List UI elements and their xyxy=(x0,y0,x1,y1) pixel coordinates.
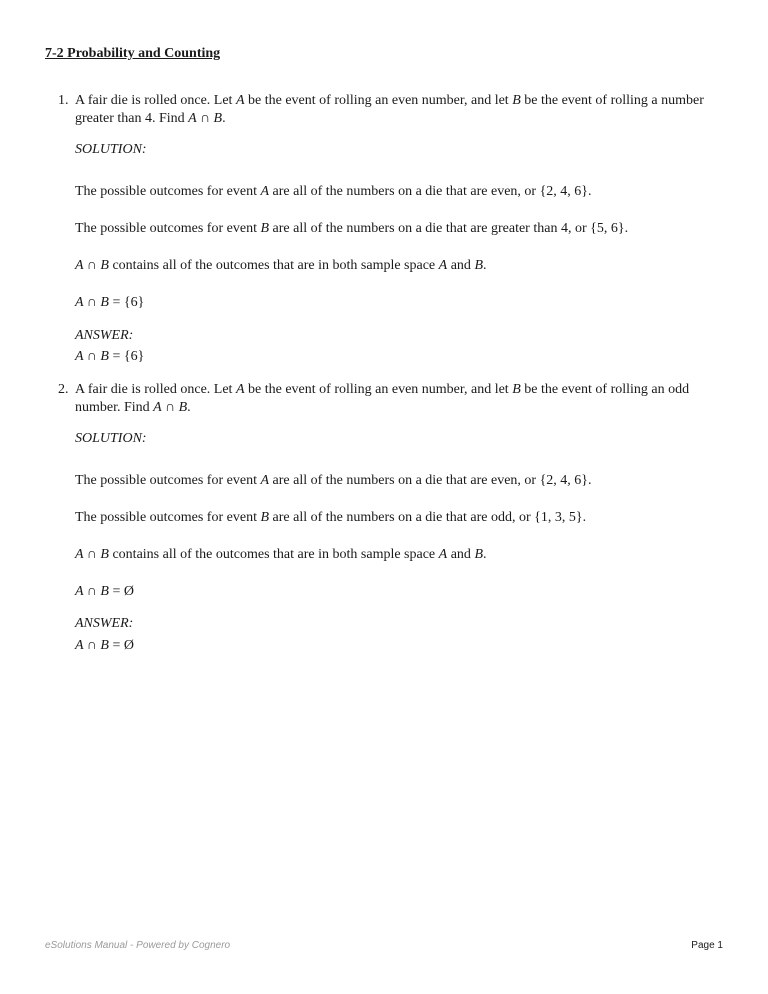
problem-2-result: A ∩ B = Ø xyxy=(75,584,134,599)
problem-1-answer: A ∩ B = {6} xyxy=(75,349,145,364)
problem-2-answer-label: ANSWER: xyxy=(75,616,134,631)
problem-2-number: 2. xyxy=(58,382,69,397)
problem-1-question-line-1: A fair die is rolled once. Let A be the event of rolling an even number, and let B be the event of rolling a number xyxy=(75,93,704,108)
problem-1-answer-label: ANSWER: xyxy=(75,328,134,343)
problem-2-step-2: The possible outcomes for event B are all of the numbers on a die that are odd, or {1, 3, 5}. xyxy=(75,510,587,525)
problem-1-question-line-2: greater than 4. Find A ∩ B. xyxy=(75,111,226,126)
footer-branding: eSolutions Manual - Powered by Cognero xyxy=(45,940,231,951)
page-number: Page 1 xyxy=(691,940,723,951)
problem-2-question-line-2: number. Find A ∩ B. xyxy=(75,400,191,415)
problem-1-step-1: The possible outcomes for event A are all of the numbers on a die that are even, or {2, 4, 6}. xyxy=(75,184,592,199)
problem-2-step-3: A ∩ B contains all of the outcomes that are in both sample space A and B. xyxy=(75,547,487,562)
problem-2-answer: A ∩ B = Ø xyxy=(75,638,134,653)
problem-1-number: 1. xyxy=(58,93,69,108)
problem-2-question-line-1: A fair die is rolled once. Let A be the event of rolling an even number, and let B be the event of rolling an odd xyxy=(75,382,690,397)
problem-2-step-1: The possible outcomes for event A are all of the numbers on a die that are even, or {2, 4, 6}. xyxy=(75,473,592,488)
problem-1-solution-label: SOLUTION: xyxy=(75,142,147,157)
problem-1-step-2: The possible outcomes for event B are all of the numbers on a die that are greater than 4, or {5, 6}. xyxy=(75,221,629,236)
problem-2-solution-label: SOLUTION: xyxy=(75,431,147,446)
page-title: 7-2 Probability and Counting xyxy=(45,46,221,61)
problem-1-result: A ∩ B = {6} xyxy=(75,295,145,310)
problem-1-step-3: A ∩ B contains all of the outcomes that are in both sample space A and B. xyxy=(75,258,487,273)
